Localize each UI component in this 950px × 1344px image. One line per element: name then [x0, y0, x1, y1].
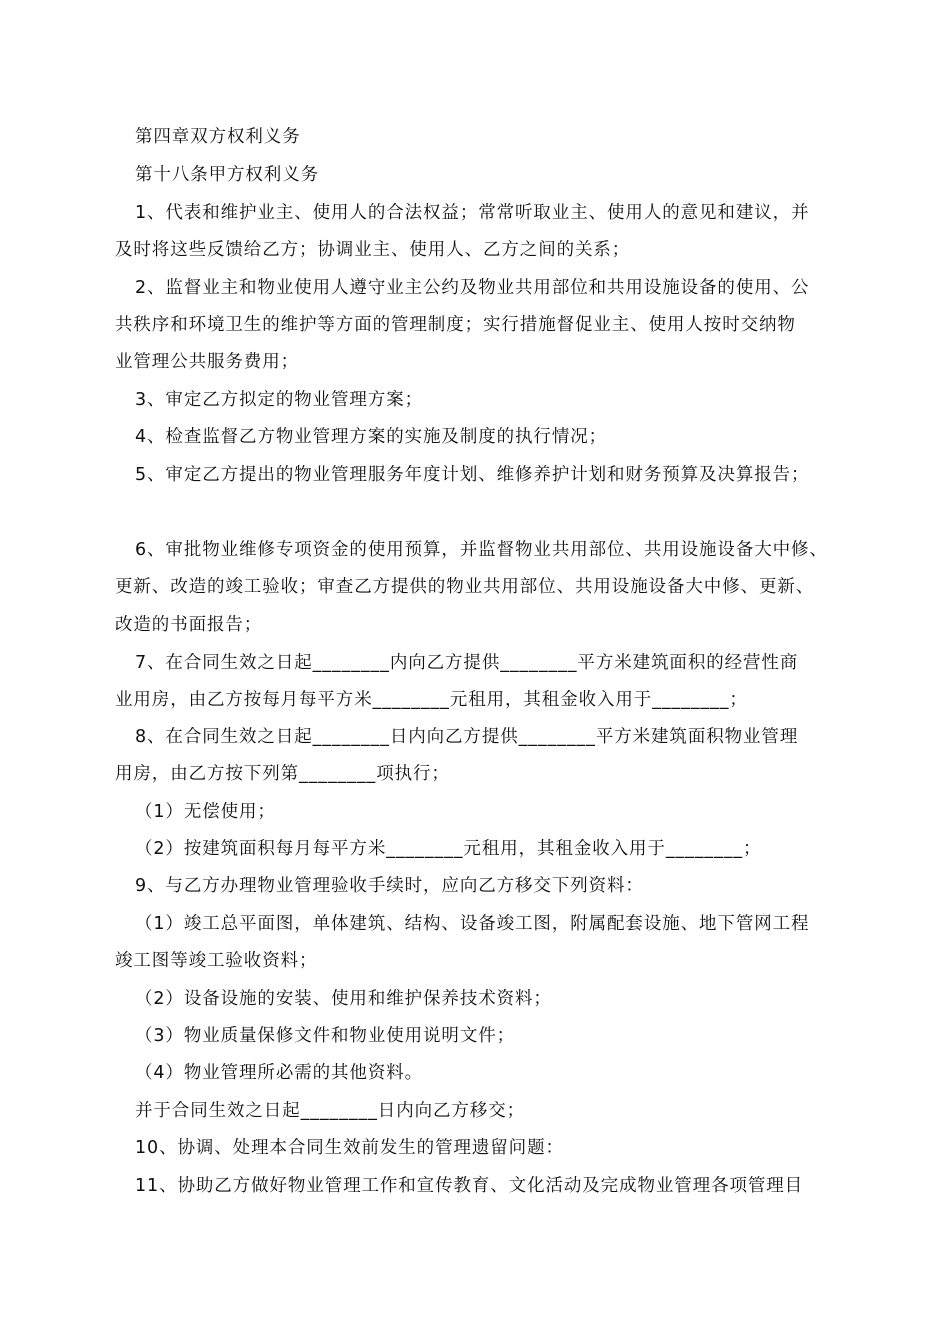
paragraph-line: 共秩序和环境卫生的维护等方面的管理制度；实行措施督促业主、使用人按时交纳物 — [115, 315, 796, 335]
paragraph-line: 11、协助乙方做好物业管理工作和宣传教育、文化活动及完成物业管理各项管理目 — [135, 1176, 804, 1196]
paragraph-line: 改造的书面报告； — [115, 615, 263, 635]
paragraph-line: 9、与乙方办理物业管理验收手续时，应向乙方移交下列资料： — [135, 876, 644, 896]
paragraph-line: 更新、改造的竣工验收；审查乙方提供的物业共用部位、共用设施设备大中修、更新、 — [115, 577, 815, 597]
paragraph-line: 2、监督业主和物业使用人遵守业主公约及物业共用部位和共用设施设备的使用、公 — [135, 278, 810, 298]
paragraph-line: 竣工图等竣工验收资料； — [115, 951, 318, 971]
chapter-heading: 第四章双方权利义务 — [135, 127, 301, 147]
paragraph-line: （1）无偿使用； — [135, 802, 276, 822]
paragraph-line: 业用房，由乙方按每月每平方米________元租用，其租金收入用于________； — [115, 690, 748, 710]
article-heading: 第十八条甲方权利义务 — [135, 165, 319, 185]
paragraph-line: 10、协调、处理本合同生效前发生的管理遗留问题： — [135, 1138, 564, 1158]
paragraph-line: 1、代表和维护业主、使用人的合法权益；常常听取业主、使用人的意见和建议，并 — [135, 203, 810, 223]
paragraph-line: 用房，由乙方按下列第________项执行； — [115, 764, 450, 784]
paragraph-line: （3）物业质量保修文件和物业使用说明文件； — [135, 1026, 516, 1046]
paragraph-line: （2）按建筑面积每月每平方米________元租用，其租金收入用于________； — [135, 839, 762, 859]
paragraph-line: 7、在合同生效之日起________内向乙方提供________平方米建筑面积的经营性商 — [135, 653, 799, 673]
paragraph-line: （1）竣工总平面图，单体建筑、结构、设备竣工图，附属配套设施、地下管网工程 — [135, 914, 810, 934]
paragraph-line: 6、审批物业维修专项资金的使用预算，并监督物业共用部位、共用设施设备大中修、 — [135, 540, 828, 560]
paragraph-line: 5、审定乙方提出的物业管理服务年度计划、维修养护计划和财务预算及决算报告； — [135, 465, 810, 485]
paragraph-line: 并于合同生效之日起________日内向乙方移交； — [135, 1101, 525, 1121]
paragraph-line: 4、检查监督乙方物业管理方案的实施及制度的执行情况； — [135, 427, 608, 447]
paragraph-line: 8、在合同生效之日起________日内向乙方提供________平方米建筑面积物业管理 — [135, 727, 799, 747]
paragraph-line: 3、审定乙方拟定的物业管理方案； — [135, 390, 424, 410]
paragraph-line: 业管理公共服务费用； — [115, 352, 299, 372]
paragraph-line: （2）设备设施的安装、使用和维护保养技术资料； — [135, 989, 552, 1009]
paragraph-line: 及时将这些反馈给乙方；协调业主、使用人、乙方之间的关系； — [115, 240, 631, 260]
paragraph-line: （4）物业管理所必需的其他资料。 — [135, 1063, 424, 1083]
